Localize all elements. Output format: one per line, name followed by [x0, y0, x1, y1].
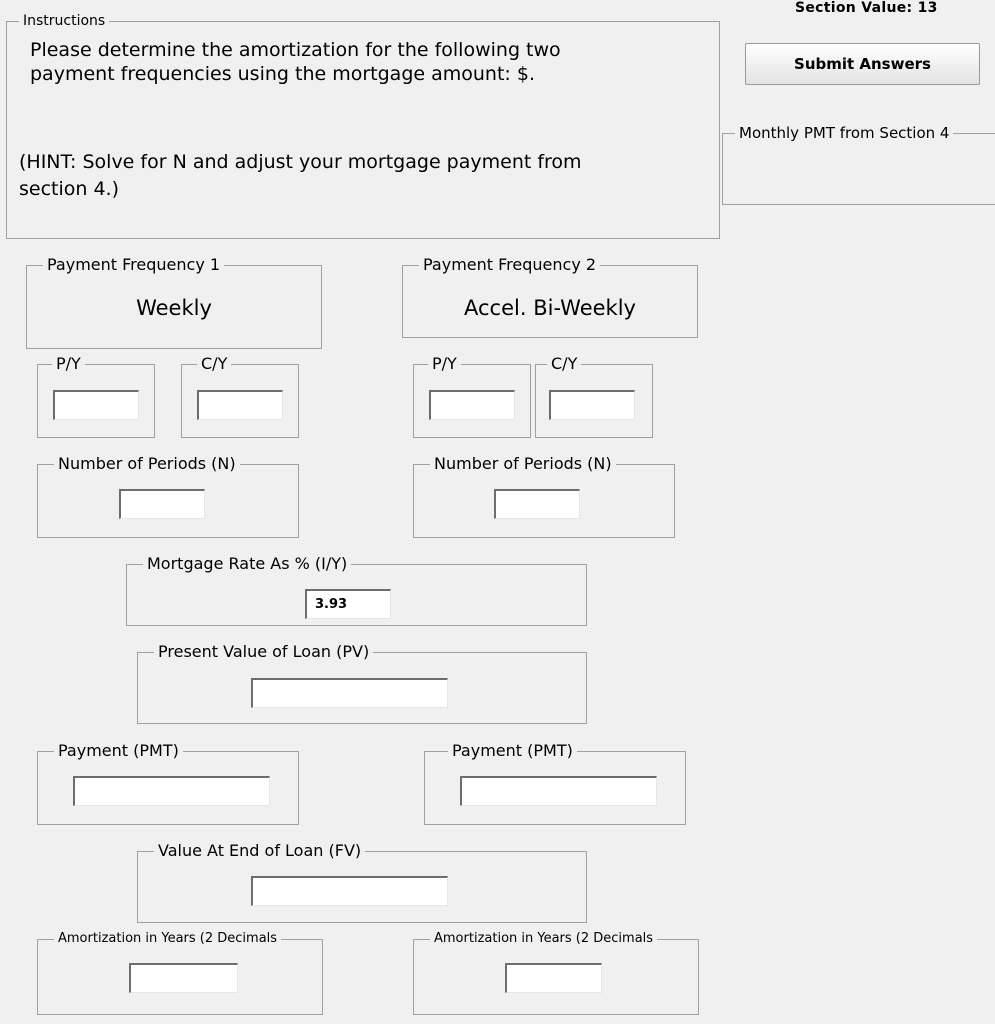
freq1-py-legend: P/Y: [52, 355, 85, 373]
freq2-cy-group: [535, 354, 653, 438]
freq1-cy-legend: C/Y: [197, 355, 231, 373]
freq2-amortization-group: [413, 931, 699, 1015]
freq1-py-group: [37, 354, 155, 438]
freq2-pmt-input[interactable]: [460, 776, 657, 806]
hint-line-1: (HINT: Solve for N and adjust your mortgage payment from: [19, 151, 582, 173]
freq1-pmt-group: [37, 741, 299, 825]
payment-frequency-2-value: Accel. Bi-Weekly: [464, 296, 636, 320]
instructions-line-2: payment frequencies using the mortgage amount: $.: [30, 63, 535, 85]
mortgage-rate-input[interactable]: [305, 589, 391, 619]
monthly-pmt-panel: [722, 124, 995, 205]
freq2-pmt-legend: Payment (PMT): [448, 742, 577, 760]
instructions-line-1: Please determine the amortization for the following two: [30, 39, 561, 61]
freq1-py-input[interactable]: [53, 390, 139, 420]
freq2-py-group: [413, 354, 531, 438]
future-value-group: [137, 841, 587, 923]
freq1-amortization-input[interactable]: [129, 963, 238, 993]
freq2-py-legend: P/Y: [428, 355, 461, 373]
freq1-n-legend: Number of Periods (N): [54, 455, 240, 473]
payment-frequency-2-legend: Payment Frequency 2: [419, 256, 600, 274]
freq2-pmt-group: [424, 741, 686, 825]
mortgage-rate-group: [126, 554, 587, 626]
section-value-label: Section Value: 13: [795, 0, 938, 16]
freq2-amortization-legend: Amortization in Years (2 Decimals: [430, 931, 657, 947]
freq1-cy-group: [181, 354, 299, 438]
monthly-pmt-legend: Monthly PMT from Section 4: [735, 124, 953, 142]
future-value-legend: Value At End of Loan (FV): [154, 842, 365, 860]
freq2-cy-legend: C/Y: [547, 355, 581, 373]
freq1-n-group: [37, 454, 299, 538]
payment-frequency-2-panel: [402, 255, 698, 338]
present-value-group: [137, 642, 587, 724]
freq1-amortization-legend: Amortization in Years (2 Decimals: [54, 931, 281, 947]
freq1-cy-input[interactable]: [197, 390, 283, 420]
mortgage-rate-legend: Mortgage Rate As % (I/Y): [143, 555, 351, 573]
hint-line-2: section 4.): [19, 178, 120, 200]
freq1-pmt-legend: Payment (PMT): [54, 742, 183, 760]
freq2-py-input[interactable]: [429, 390, 515, 420]
freq1-amortization-group: [37, 931, 323, 1015]
freq2-n-legend: Number of Periods (N): [430, 455, 616, 473]
instructions-legend: Instructions: [19, 13, 109, 29]
freq2-amortization-input[interactable]: [505, 963, 602, 993]
present-value-legend: Present Value of Loan (PV): [154, 643, 373, 661]
submit-answers-button[interactable]: Submit Answers: [745, 43, 980, 85]
payment-frequency-1-value: Weekly: [136, 296, 212, 320]
present-value-input[interactable]: [251, 678, 448, 708]
freq1-n-input[interactable]: [119, 489, 205, 519]
payment-frequency-1-legend: Payment Frequency 1: [43, 256, 224, 274]
payment-frequency-1-panel: [26, 255, 322, 349]
instructions-panel: [6, 13, 720, 239]
freq2-cy-input[interactable]: [549, 390, 635, 420]
future-value-input[interactable]: [251, 876, 448, 906]
freq2-n-input[interactable]: [494, 489, 580, 519]
freq2-n-group: [413, 454, 675, 538]
freq1-pmt-input[interactable]: [73, 776, 270, 806]
